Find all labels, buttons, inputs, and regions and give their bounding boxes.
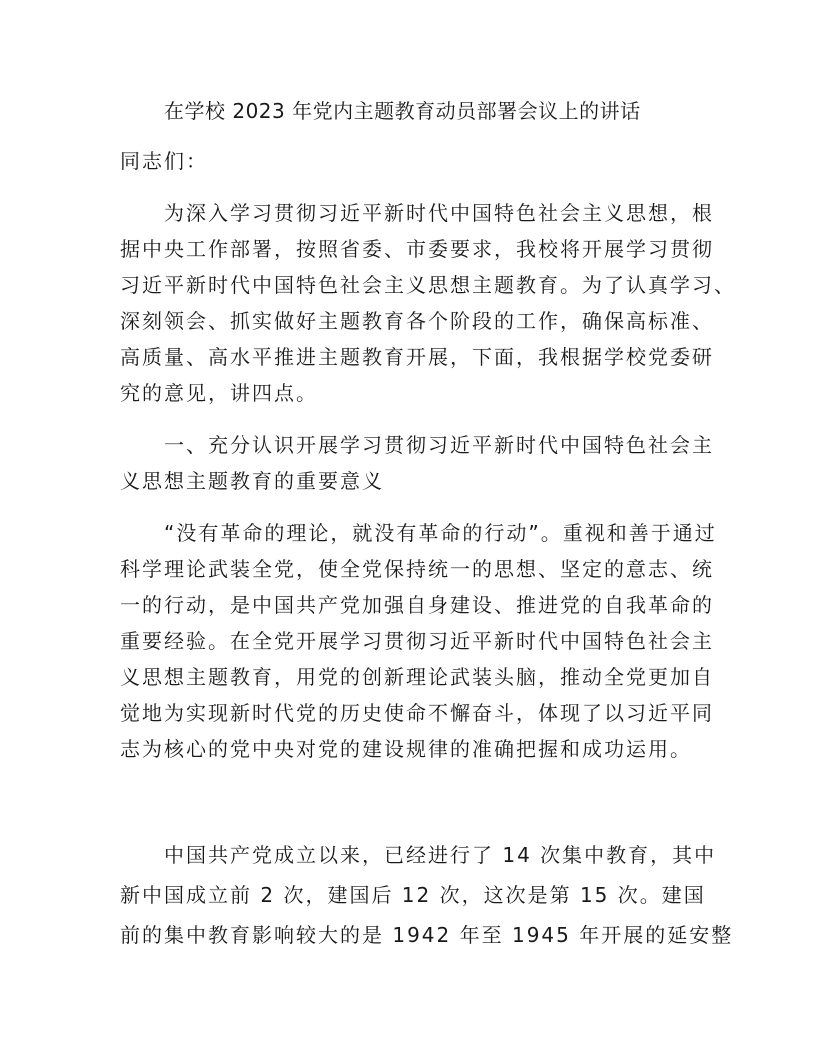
salutation: 同志们： <box>120 149 208 173</box>
text-line: 究的意见，讲四点。 <box>120 381 318 405</box>
text-line: 一的行动，是中国共产党加强自身建设、推进党的自我革命的 <box>120 593 714 617</box>
text-line: 志为核心的党中央对党的建设规律的准确把握和成功运用。 <box>120 737 692 761</box>
text-line: 觉地为实现新时代党的历史使命不懈奋斗，体现了以习近平同 <box>120 701 714 725</box>
text-line: 新中国成立前 2 次，建国后 12 次，这次是第 15 次。建国 <box>120 883 706 907</box>
text-line: 重要经验。在全党开展学习贯彻习近平新时代中国特色社会主 <box>120 629 714 653</box>
text-line: 科学理论武装全党，使全党保持统一的思想、坚定的意志、统 <box>120 557 714 581</box>
text-line: 高质量、高水平推进主题教育开展，下面，我根据学校党委研 <box>120 345 714 369</box>
text-line: 中国共产党成立以来，已经进行了 14 次集中教育，其中 <box>164 843 717 867</box>
text-line: “没有革命的理论，就没有革命的行动”。重视和善于通过 <box>164 521 717 545</box>
document-title: 在学校 2023 年党内主题教育动员部署会议上的讲话 <box>164 99 641 123</box>
text-line: 前的集中教育影响较大的是 1942 年至 1945 年开展的延安整 <box>120 923 734 947</box>
text-line: 义思想主题教育，用党的创新理论武装头脑，推动全党更加自 <box>120 665 714 689</box>
section-heading: 义思想主题教育的重要意义 <box>120 469 384 493</box>
text-line: 为深入学习贯彻习近平新时代中国特色社会主义思想，根 <box>164 201 714 225</box>
section-heading: 一、充分认识开展学习贯彻习近平新时代中国特色社会主 <box>164 433 714 457</box>
text-line: 习近平新时代中国特色社会主义思想主题教育。为了认真学习、 <box>120 273 736 297</box>
text-line: 深刻领会、抓实做好主题教育各个阶段的工作，确保高标准、 <box>120 309 714 333</box>
text-line: 据中央工作部署，按照省委、市委要求，我校将开展学习贯彻 <box>120 237 714 261</box>
